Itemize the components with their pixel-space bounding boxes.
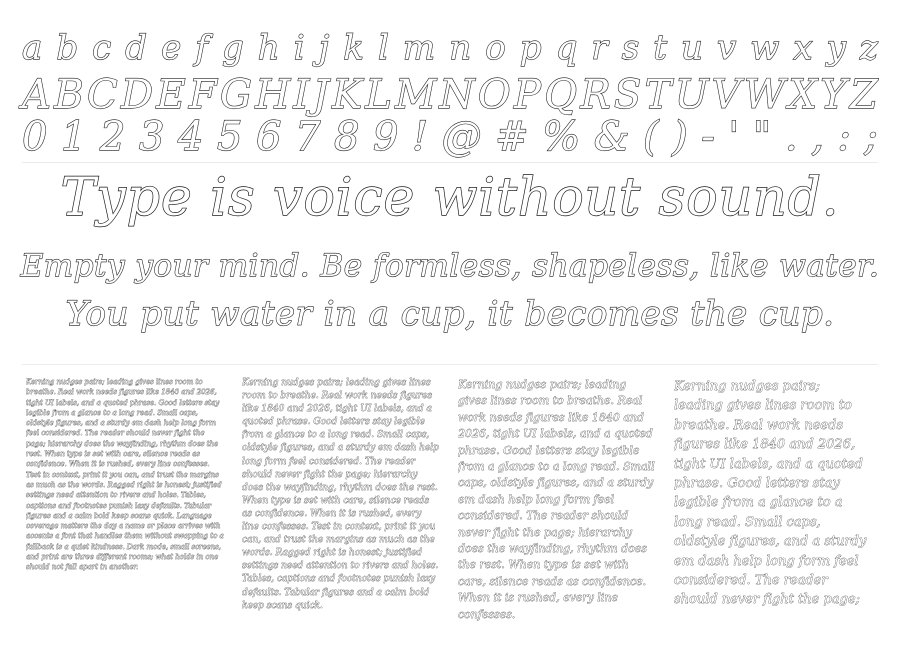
glyph: g [221,28,244,68]
glyph: c [92,28,112,68]
lowercase-glyph-row [22,28,878,68]
figures-punctuation-row [22,114,878,160]
glyph: 8 [334,114,360,160]
glyph: P [514,72,541,118]
glyph: j [318,28,330,68]
glyph: ( [642,114,659,160]
text-sample-paragraph: Kerning nudges pairs; leading gives lines room to breathe. Real work needs figures like 1840 and 2026, tight UI labels, and a quoted phrase. Good letters stay legible from a glance to a long read. Small caps, oldstyle figures, and a sturdy em dash help long form feel considered. The reader should never fight the page; hierarchy does the wayfinding, rhythm does the rest. When type is set with care, silence reads as confidence. When it is rushed, every line confesses. Test in context, print it you can, and trust the margins as much as the words. Ragged right is honest; justified settings need attention to rivers and holes. Tables, captions and footnotes punish lazy defaults. Tabular figures and a calm bold keep scans quick. Language coverage matters the day a name or place arrives with accents a font that handles them without swapping to a fallback is a quiet kindness. Dark mode, small screens, and print are three different rooms; what holds in one should not fall apart in another. [26,378,224,572]
glyph: z [859,28,878,68]
glyph: , [811,114,824,160]
glyph: ! [412,114,429,160]
glyph: d [125,28,148,68]
glyph: o [485,28,506,68]
glyph: e [161,28,182,68]
glyph: & [593,114,630,160]
glyph: A [22,72,51,118]
glyph: 7 [295,114,321,160]
glyph: Y [820,72,847,118]
glyph: x [793,28,813,68]
glyph: : [837,114,851,160]
glyph: i [293,28,305,68]
glyph: " [752,114,772,160]
glyph: F [188,72,217,118]
glyph: ' [728,114,740,160]
glyph: M [395,72,437,118]
glyph: 4 [178,114,204,160]
glyph: L [365,72,392,118]
text-sample-paragraph: Kerning nudges pairs; leading gives lines room to breathe. Real work needs figures like 1840 and 2026, tight UI labels, and a quoted phrase. Good letters stay legible from a glance to a long read. Small caps, oldstyle figures, and a sturdy em dash help long form feel considered. The reader should never fight the page; hierarchy does the wayfinding, rhythm does the rest. When type is set with care, silence reads as confidence. When it is rushed, every line confesses. [458,378,655,621]
glyph: n [449,28,472,68]
glyph: a [22,28,43,68]
glyph: N [439,72,475,118]
text-sample-paragraph: Kerning nudges pairs; leading gives lines room to breathe. Real work needs figures like 1840 and 2026, tight UI labels, and a quoted phrase. Good letters stay legible from a glance to a long read. Small caps, oldstyle figures, and a sturdy em dash help long form feel considered. The reader should never fight the page; [674,379,867,608]
glyph: l [377,28,389,68]
glyph: w [750,28,780,68]
glyph: J [312,72,329,118]
glyph: ) [672,114,688,160]
glyph: h [257,28,280,68]
glyph: I [293,72,310,118]
glyph: G [220,72,252,118]
glyph: f [195,28,208,68]
text-sample-small [242,377,440,633]
glyph: Q [544,72,578,118]
glyph: t [653,28,667,68]
glyph: H [255,72,291,118]
glyph: q [555,28,578,68]
glyph: K [332,72,362,118]
glyph: % [542,114,581,160]
glyph: . [784,114,798,160]
glyph: v [716,28,737,68]
text-sample-paragraph: Kerning nudges pairs; leading gives lines room to breathe. Real work needs figures like 1840 and 2026, tight UI labels, and a quoted phrase. Good letters stay legible from a glance to a long read. Small caps, oldstyle figures, and a sturdy em dash help long form feel considered. The reader should never fight the page; hierarchy does the wayfinding, rhythm does the rest. When type is set with care, silence reads as confidence. When it is rushed, every line confesses. Test in context, print it you can, and trust the margins as much as the words. Ragged right is honest; justified settings need attention to rivers and holes. Tables, captions and footnotes punish lazy defaults. Tabular figures and a calm bold keep scans quick. [242,378,439,611]
glyph: u [680,28,703,68]
glyph: 5 [217,114,243,160]
glyph: @ [441,114,482,160]
glyph: # [495,114,529,160]
glyph: S [613,72,642,118]
glyph: - [701,114,715,160]
glyph: y [826,28,846,68]
glyph: ; [864,114,878,160]
section-divider [22,162,878,163]
glyph: C [86,72,118,118]
glyph: 3 [139,114,165,160]
text-sample-large [674,377,872,633]
section-divider [22,364,878,365]
glyph: T [644,72,672,118]
glyph: k [343,28,364,68]
glyph: 9 [373,114,399,160]
glyph: 2 [100,114,126,160]
glyph: R [580,72,611,118]
glyph: r [591,28,608,68]
text-sample-medium [458,377,656,633]
glyph: O [477,72,511,118]
glyph: s [621,28,640,68]
glyph: B [54,72,84,118]
glyph: U [674,72,709,118]
glyph: 0 [22,114,48,160]
uppercase-glyph-row [22,72,878,118]
display-line-medium-2: You put water in a cup, it becomes the cup. [65,294,835,334]
glyph: D [120,72,154,118]
glyph: 1 [61,114,87,160]
glyph: b [56,28,79,68]
glyph: Z [850,72,878,118]
text-sample-smallest [26,377,226,633]
glyph: W [743,72,786,118]
display-line-medium: Empty your mind. Be formless, shapeless, like water. [20,248,880,284]
glyph: X [788,72,817,118]
glyph: E [156,72,186,118]
display-line-large: Type is voice without sound. [60,168,840,228]
glyph: V [711,72,741,118]
glyph: 6 [256,114,282,160]
glyph: p [519,28,542,68]
glyph: m [402,28,436,68]
